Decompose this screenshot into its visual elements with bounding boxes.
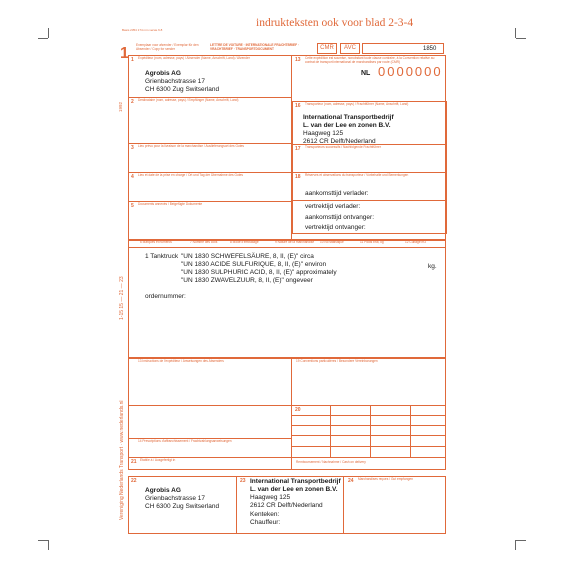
box-3-number: 3 (131, 145, 134, 151)
signature-carrier-city: 2612 CR Delft/Nederland (250, 502, 323, 509)
weight-unit: kg. (428, 263, 437, 270)
col-11-label: 11 Poids brut, kg (360, 240, 384, 244)
country-code: NL (361, 70, 371, 77)
signature-sender-street: Grienbachstrasse 17 (145, 495, 205, 502)
box-18-label: Réserves et observations du transporteur / Vorbehalte und Bemerkungen (305, 173, 409, 177)
carrier-name-1: International Transportbedrijf (303, 114, 394, 121)
signature-sender-name: Agrobis AG (145, 487, 181, 494)
box-22-number: 22 (131, 478, 137, 484)
order-number-label: ordernummer: (145, 293, 186, 300)
signature-carrier-driver: Chauffeur: (250, 519, 281, 526)
box-5-label: Documents annexés / Beigefügte Dokumente (138, 202, 203, 206)
box-19-label: 19 Conventions particulières / Besondere Vereinbarungen (296, 359, 378, 363)
goods-line-4: "UN 1830 ZWAVELZUUR, 8, II, (E)" ongeveer (181, 277, 313, 284)
letter-title: LETTRE DE VOITURE · INTERNATIONALE FRACHTBRIEF · VRACHTBRIEF · TRANSPORTDOCUMENT (210, 43, 300, 51)
side-code: 1992 (118, 101, 123, 112)
col-7-label: 7 Nombre des colis (190, 240, 218, 244)
box-15-label: Remboursement / Nachnahme / Cash on delivery (296, 460, 366, 464)
approval-1: aankomsttijd verlader: (305, 190, 369, 197)
signature-carrier-name-2: L. van der Lee en zonen B.V. (250, 486, 338, 493)
lower-section (128, 358, 446, 470)
sender-street: Grienbachstrasse 17 (145, 78, 205, 85)
avc-badge: AVC (340, 43, 360, 54)
box-3-label: Lieu prévu pour la livraison de la marchandise / Auslieferungsort des Gutes (138, 144, 244, 148)
crop-mark-tl-v (48, 28, 49, 38)
box-1-label: Expéditeur (nom, adresse, pays) / Absender (Name, Anschrift, Land) / Afzender (138, 56, 250, 60)
goods-line-1: "UN 1830 SCHWEFELSÄURE, 8, II, (E)" circa (181, 253, 314, 260)
box-21-label: Établie à / Ausgefertigt in (140, 458, 176, 462)
box-13b-label: 13 Instructions de l'expéditeur / Anweisungen des Absenders (138, 359, 224, 363)
box-13-number: 13 (295, 57, 301, 63)
approval-3: aankomsttijd ontvanger: (305, 214, 375, 221)
crop-mark-tl-h (38, 38, 48, 39)
box-18-number: 18 (295, 174, 301, 180)
approval-2: vertrektijd verlader: (305, 203, 361, 210)
col-8-label: 8 Mode d'emballage (230, 240, 259, 244)
goods-line-3: "UN 1830 SULPHURIC ACID, 8, II, (E)" approximately (181, 269, 337, 276)
box-17-number: 17 (295, 146, 301, 152)
form-number-box (362, 43, 444, 54)
side-text-mid: 1-15 15 — 21 — 23 (119, 276, 125, 320)
signature-carrier-street: Haagweg 125 (250, 494, 291, 501)
box-5-number: 5 (131, 203, 134, 209)
col-6-label: 6 Marques et numéros (140, 240, 172, 244)
crop-mark-bl-v (48, 540, 49, 550)
crop-mark-tr-h (516, 38, 526, 39)
box-16-label: Transporteur (nom, adresse, pays) / Frachtführer (Name, Anschrift, Land) (305, 102, 409, 106)
box-23-number: 23 (240, 478, 246, 484)
form-number: 1850 (423, 46, 437, 52)
box-14-label: 14 Prescriptions d'affranchissement / Frachtzahlungsanweisungen (138, 439, 232, 443)
signature-carrier-contact: Kenteken: (250, 511, 280, 518)
box-13-label: Cette expédition est soumise, nonobstant toute clause contraire, à la Convention relative au contrat de transport international de marchandises par route (CMR) (305, 56, 435, 64)
signature-carrier-name-1: International Transportbedrijf (250, 478, 341, 485)
side-text-left: Vereniging Nederlands Transport · www.nederlands.nl (119, 400, 125, 520)
box-20-number: 20 (295, 407, 301, 413)
carrier-street: Haagweg 125 (303, 130, 344, 137)
cmr-badge: CMR (317, 43, 337, 54)
goods-quantity: 1 Tanktruck (145, 253, 179, 260)
goods-line-2: "UN 1830 ACIDE SULFURIQUE, 8, II, (E)" environ (181, 261, 327, 268)
copy-number: 1 (120, 45, 129, 62)
sender-city: CH 6300 Zug Switserland (145, 86, 220, 93)
copy-labels: Exemplaar voor afzender / Exemplar für den Absender / Copy for sender (136, 43, 199, 51)
crop-mark-tr-v (515, 28, 516, 38)
crop-mark-br-v (515, 540, 516, 550)
crop-mark-br-h (516, 540, 526, 541)
box-21-number: 21 (131, 459, 137, 465)
box-2-label: Destinataire (nom, adresse, pays) / Empfänger (Name, Anschrift, Land) (138, 98, 239, 102)
box-17-label: Transporteurs successifs / Nachfolgende Frachtführer (305, 145, 381, 149)
box-4-number: 4 (131, 174, 134, 180)
serial-number: 0000000 (378, 64, 443, 79)
sender-name: Agrobis AG (145, 70, 181, 77)
box-2-number: 2 (131, 99, 134, 105)
header-instruction: indrukteksten ook voor blad 2-3-4 (256, 17, 414, 29)
carrier-city: 2612 CR Delft/Nederland (303, 138, 376, 145)
signature-sender-city: CH 6300 Zug Switserland (145, 503, 220, 510)
col-10-label: 10 No statistique (320, 240, 344, 244)
top-note: Basis 2354 174 mm versie 6.8 (122, 28, 163, 32)
box-16-number: 16 (295, 103, 301, 109)
box-1-number: 1 (131, 57, 134, 63)
col-9-label: 9 Nature de la marchandise (275, 240, 315, 244)
box-4-label: Lieu et date de la prise en charge / Ort und Tag der Übernahme des Gutes (138, 173, 244, 177)
crop-mark-bl-h (38, 540, 48, 541)
approval-4: vertrektijd ontvanger: (305, 224, 366, 231)
box-24-label: Marchandises reçues / Gut empfangen (358, 477, 413, 481)
col-12-label: 12 Cubage m3 (405, 240, 426, 244)
carrier-name-2: L. van der Lee en zonen B.V. (303, 122, 391, 129)
box-24-number: 24 (348, 478, 354, 484)
